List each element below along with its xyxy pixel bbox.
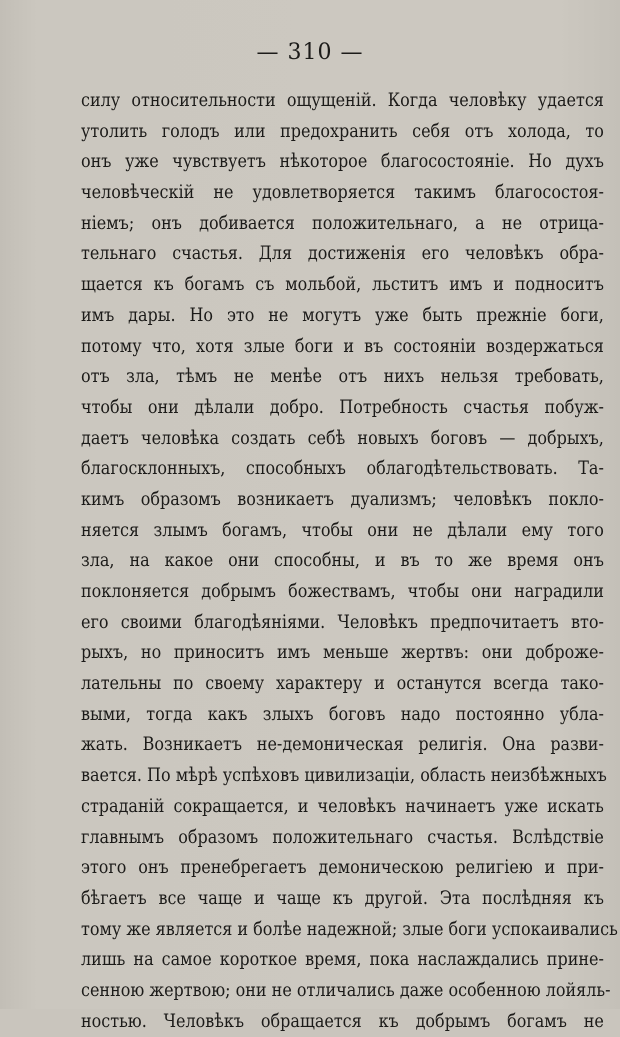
text-line: благосклонныхъ, способныхъ облагодѣтельствовать. Та- — [81, 458, 604, 480]
text-line: бѣгаетъ все чаще и чаще къ другой. Эта послѣдняя къ — [81, 887, 604, 909]
text-line: вается. По мѣрѣ успѣховъ цивилизаціи, область неизбѣжныхъ — [81, 765, 607, 787]
text-line: кимъ образомъ возникаетъ дуализмъ; человѣкъ покло- — [81, 488, 604, 510]
text-line: главнымъ образомъ положительнаго счастья. Вслѣдствіе — [81, 826, 604, 848]
text-line: онъ уже чувствуетъ нѣкоторое благосостояніе. Но духъ — [81, 151, 604, 173]
text-line: страданій сокращается, и человѣкъ начинаетъ уже искать — [81, 795, 604, 817]
text-line: зла, на какое они способны, и въ то же время онъ — [81, 550, 604, 572]
text-line: тому же является и болѣе надежной; злые боги успокаивались — [81, 918, 618, 940]
text-body — [81, 86, 618, 1037]
text-line: щается къ богамъ съ мольбой, льститъ имъ и подноситъ — [81, 274, 604, 296]
text-line: отъ зла, тѣмъ не менѣе отъ нихъ нельзя требовать, — [81, 366, 604, 388]
text-line: ніемъ; онъ добивается положительнаго, а не отрица- — [81, 212, 604, 234]
text-line: потому что, хотя злые боги и въ состояніи воздержаться — [81, 335, 604, 357]
text-line: рыхъ, но приноситъ имъ меньше жертвъ: они доброже- — [81, 642, 604, 664]
text-line: лательны по своему характеру и останутся всегда тако- — [81, 673, 604, 695]
text-line: жать. Возникаетъ не-демоническая религія. Она разви- — [81, 734, 604, 756]
page-number: — 310 — — [256, 40, 364, 65]
text-line: лишь на самое короткое время, пока наслаждались прине- — [81, 949, 604, 971]
text-line: этого онъ пренебрегаетъ демоническою религіею и при- — [81, 857, 604, 879]
text-line: даетъ человѣка создать себѣ новыхъ боговъ — добрыхъ, — [81, 427, 604, 449]
text-line: ностью. Человѣкъ обращается къ добрымъ богамъ не — [81, 1010, 604, 1032]
text-line: выми, тогда какъ злыхъ боговъ надо постоянно убла- — [81, 703, 604, 725]
text-line: имъ дары. Но это не могутъ уже быть прежніе боги, — [81, 304, 604, 326]
text-line: тельнаго счастья. Для достиженія его человѣкъ обра- — [81, 243, 604, 265]
text-line: человѣческій не удовлетворяется такимъ благосостоя- — [81, 182, 604, 204]
text-line: силу относительности ощущеній. Когда человѣку удается — [81, 90, 604, 111]
text-line: утолить голодъ или предохранить себя отъ холода, то — [81, 120, 604, 142]
text-line: его своими благодѣяніями. Человѣкъ предпочитаетъ вто- — [81, 611, 604, 633]
text-line: сенною жертвою; они не отличались даже особенною лойяль- — [81, 979, 611, 1001]
text-line: няется злымъ богамъ, чтобы они не дѣлали ему того — [81, 519, 604, 541]
text-line: чтобы они дѣлали добро. Потребность счастья побуж- — [81, 396, 604, 418]
text-line: поклоняется добрымъ божествамъ, чтобы они наградили — [81, 581, 604, 602]
